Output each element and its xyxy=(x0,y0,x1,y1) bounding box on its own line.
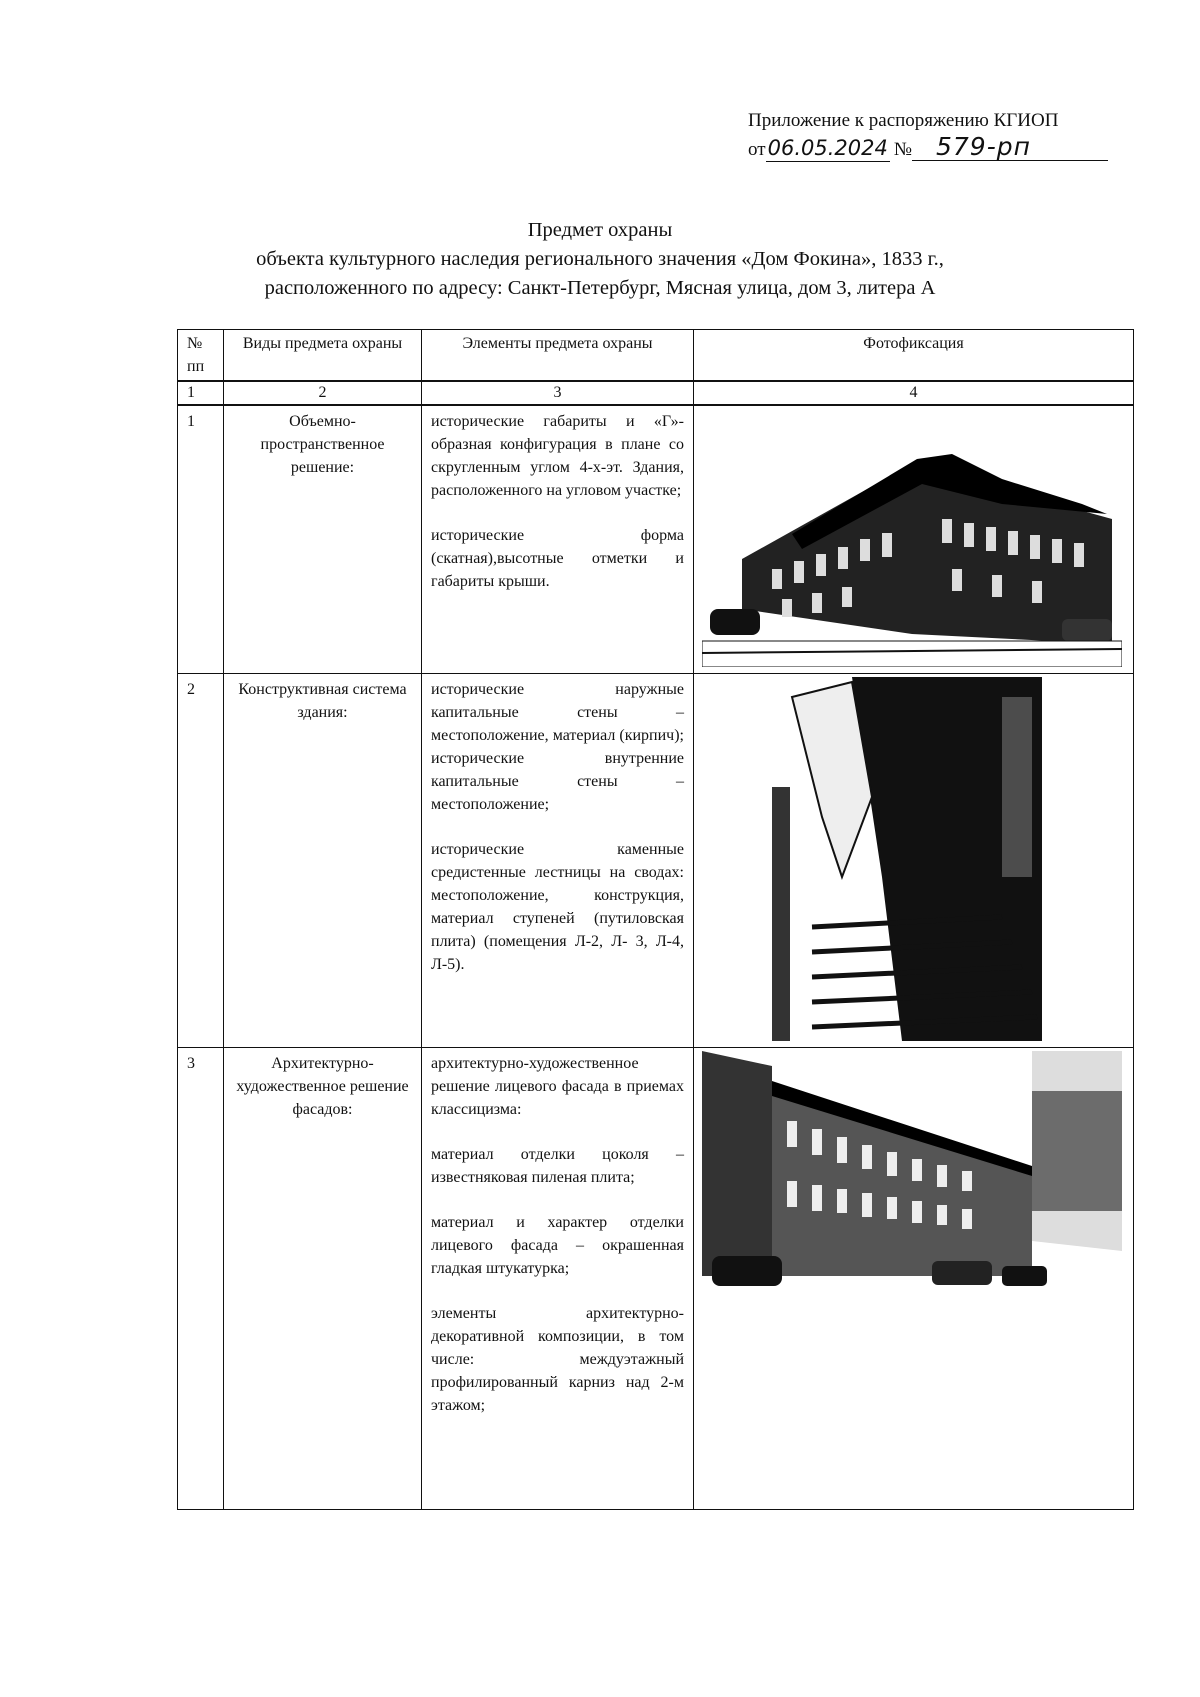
row-number: 1 xyxy=(178,405,224,673)
column-number: 2 xyxy=(224,381,422,405)
element-item: материал и характер отделки лицевого фасада – окрашенная гладкая штукатурка; xyxy=(431,1213,684,1277)
table-header-row xyxy=(178,330,1134,382)
element-item: исторические каменные средистенные лестницы на сводах: местоположение, конструкция, материал ступеней (путиловская плита) (помещения Л-2, Л- 3, Л-4, Л-5). xyxy=(431,840,684,973)
order-reference xyxy=(748,134,1108,163)
date-prefix: от xyxy=(748,139,766,160)
column-number: 1 xyxy=(178,381,224,405)
title-line-3: расположенного по адресу: Санкт-Петербург, Мясная улица, дом 3, литера А xyxy=(264,277,936,299)
table-row xyxy=(178,1047,1134,1509)
photo-cell xyxy=(694,405,1134,673)
protection-kind: Объемно-пространственное решение: xyxy=(224,405,422,673)
element-item: архитектурно-художественное решение лицевого фасада в приемах классицизма: xyxy=(431,1054,684,1118)
photo-cell xyxy=(694,673,1134,1047)
staircase-photo xyxy=(702,677,1122,1041)
appendix-header xyxy=(748,108,1108,163)
photo-cell xyxy=(694,1047,1134,1509)
table-row xyxy=(178,673,1134,1047)
header-photo: Фотофиксация xyxy=(694,330,1134,382)
order-number: 579-рп xyxy=(912,134,1108,161)
header-elements: Элементы предмета охраны xyxy=(422,330,694,382)
header-kind: Виды предмета охраны xyxy=(224,330,422,382)
protection-elements xyxy=(422,405,694,673)
column-number: 3 xyxy=(422,381,694,405)
order-date: 06.05.2024 xyxy=(767,136,888,160)
column-number-row xyxy=(178,381,1134,405)
row-number: 2 xyxy=(178,673,224,1047)
document-title xyxy=(0,216,1200,303)
protection-kind: Конструктивная система здания: xyxy=(224,673,422,1047)
element-item: элементы архитектурно-декоративной композиции, в том числе: междуэтажный профилированный карниз над 2-м этажом; xyxy=(431,1304,684,1414)
number-prefix: № xyxy=(893,139,912,160)
table-row xyxy=(178,405,1134,673)
protection-kind: Архитектурно-художественное решение фасадов: xyxy=(224,1047,422,1509)
element-item: исторические форма (скатная),высотные отметки и габариты крыши. xyxy=(431,527,684,590)
corner-building-photo xyxy=(702,409,1122,667)
protection-subject-table xyxy=(177,329,1134,1510)
protection-elements xyxy=(422,1047,694,1509)
header-num: № пп xyxy=(178,330,224,382)
element-item: материал отделки цоколя – известняковая пиленая плита; xyxy=(431,1145,684,1186)
element-item: исторические наружные капитальные стены – местоположение, материал (кирпич); исторические внутренние капитальные стены – местоположение; xyxy=(431,680,684,813)
title-line-2: объекта культурного наследия регионального значения «Дом Фокина», 1833 г., xyxy=(256,248,944,270)
column-number: 4 xyxy=(694,381,1134,405)
protection-elements xyxy=(422,673,694,1047)
row-number: 3 xyxy=(178,1047,224,1509)
title-line-1: Предмет охраны xyxy=(527,219,673,241)
street-facade-photo xyxy=(702,1051,1122,1309)
appendix-line: Приложение к распоряжению КГИОП xyxy=(748,110,1059,131)
element-item: исторические габариты и «Г»-образная конфигурация в плане со скругленным углом 4-х-эт. Здания, расположенного на угловом участке; xyxy=(431,413,684,499)
